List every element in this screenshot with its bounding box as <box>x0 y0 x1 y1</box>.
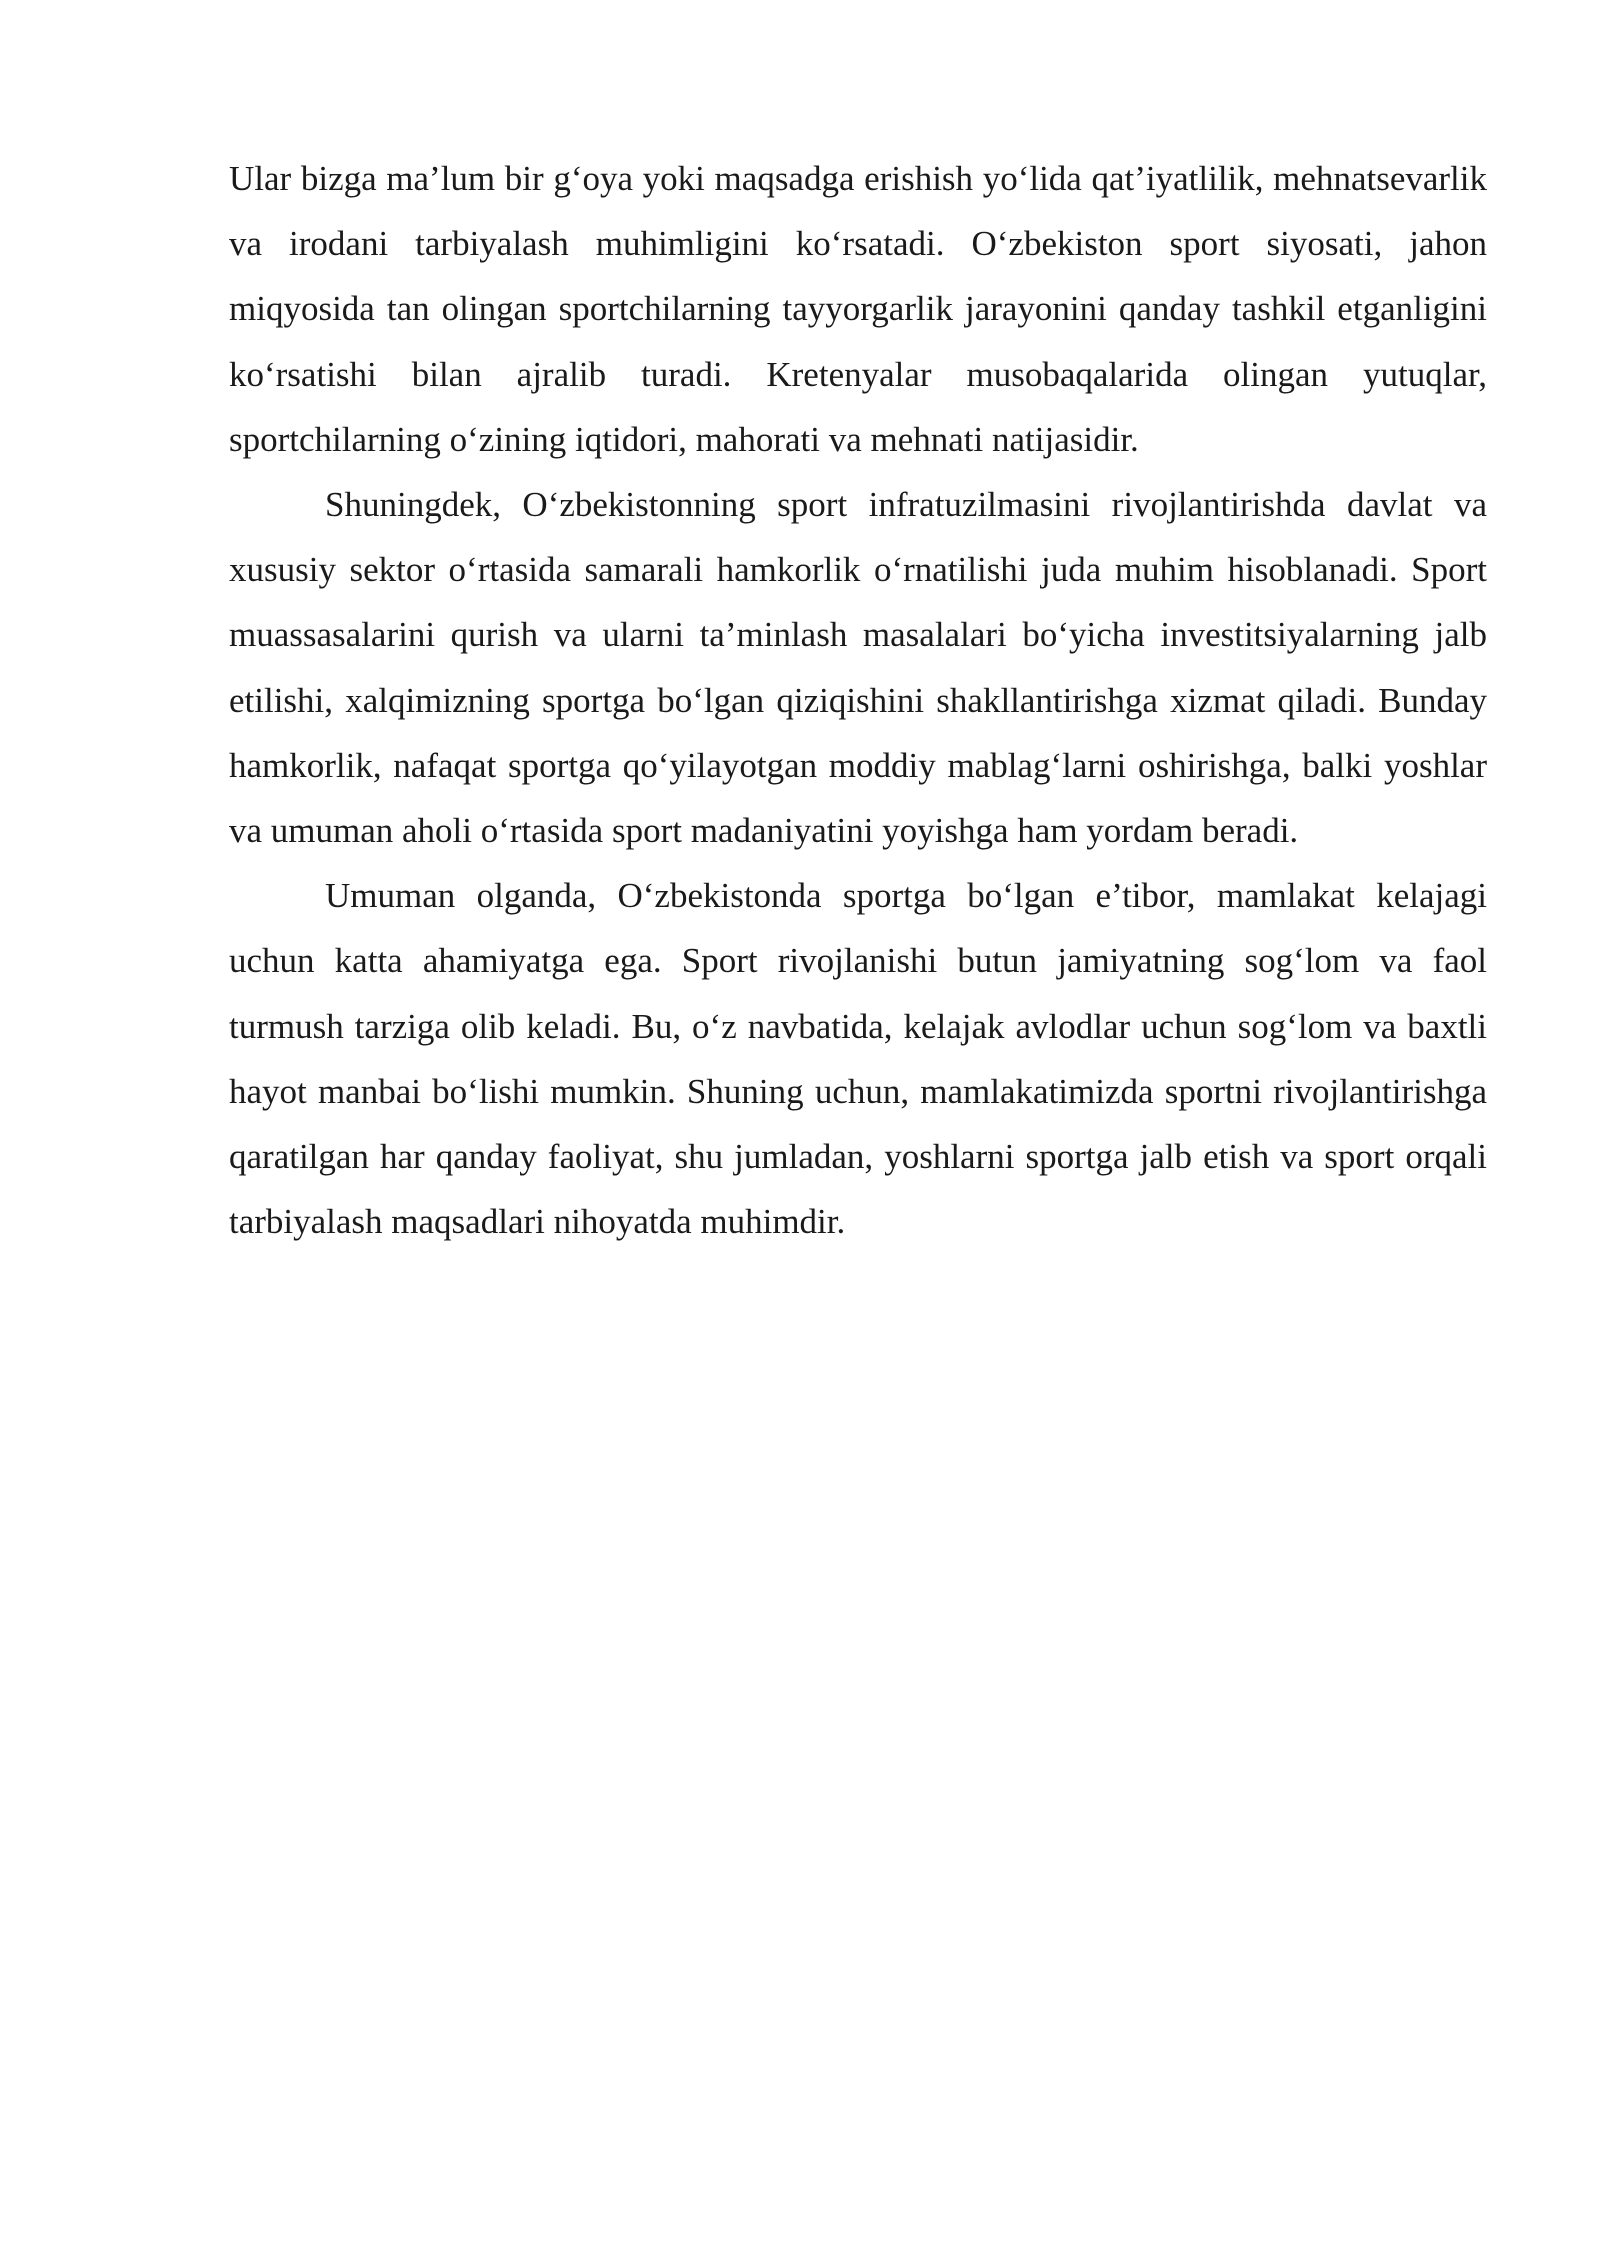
paragraph-2: Shuningdek, O‘zbekistonning sport infratuzilmasini rivojlantirishda davlat va xususiy sektor o‘rtasida samarali hamkorlik o‘rnatilishi juda muhim hisoblanadi. Sport muassasalarini qurish va ularni ta’minlash masalalari bo‘yicha investitsiyalarning jalb etilishi, xalqimizning sportga bo‘lgan qiziqishini shakllantirishga xizmat qiladi. Bunday hamkorlik, nafaqat sportga qo‘yilayotgan moddiy mablag‘larni oshirishga, balki yoshlar va umuman aholi o‘rtasida sport madaniyatini yoyishga ham yordam beradi. <box>229 485 1487 851</box>
paragraph-1: Ular bizga ma’lum bir g‘oya yoki maqsadga erishish yo‘lida qat’iyatlilik, mehnatsevarlik va irodani tarbiyalash muhimligini ko‘rsatadi. O‘zbekiston sport siyosati, jahon miqyosida tan olingan sportchilarning tayyorgarlik jarayonini qanday tashkil etganligini ko‘rsatishi bilan ajralib turadi. Kretenyalar musobaqalarida olingan yutuqlar, sportchilarning o‘zining iqtidori, mahorati va mehnati natijasidir. <box>229 159 1487 459</box>
document-body <box>229 146 1487 1254</box>
paragraph-3: Umuman olganda, O‘zbekistonda sportga bo‘lgan e’tibor, mamlakat kelajagi uchun katta ahamiyatga ega. Sport rivojlanishi butun jamiyatning sog‘lom va faol turmush tarziga olib keladi. Bu, o‘z navbatida, kelajak avlodlar uchun sog‘lom va baxtli hayot manbai bo‘lishi mumkin. Shuning uchun, mamlakatimizda sportni rivojlantirishga qaratilgan har qanday faoliyat, shu jumladan, yoshlarni sportga jalb etish va sport orqali tarbiyalash maqsadlari nihoyatda muhimdir. <box>229 876 1487 1242</box>
